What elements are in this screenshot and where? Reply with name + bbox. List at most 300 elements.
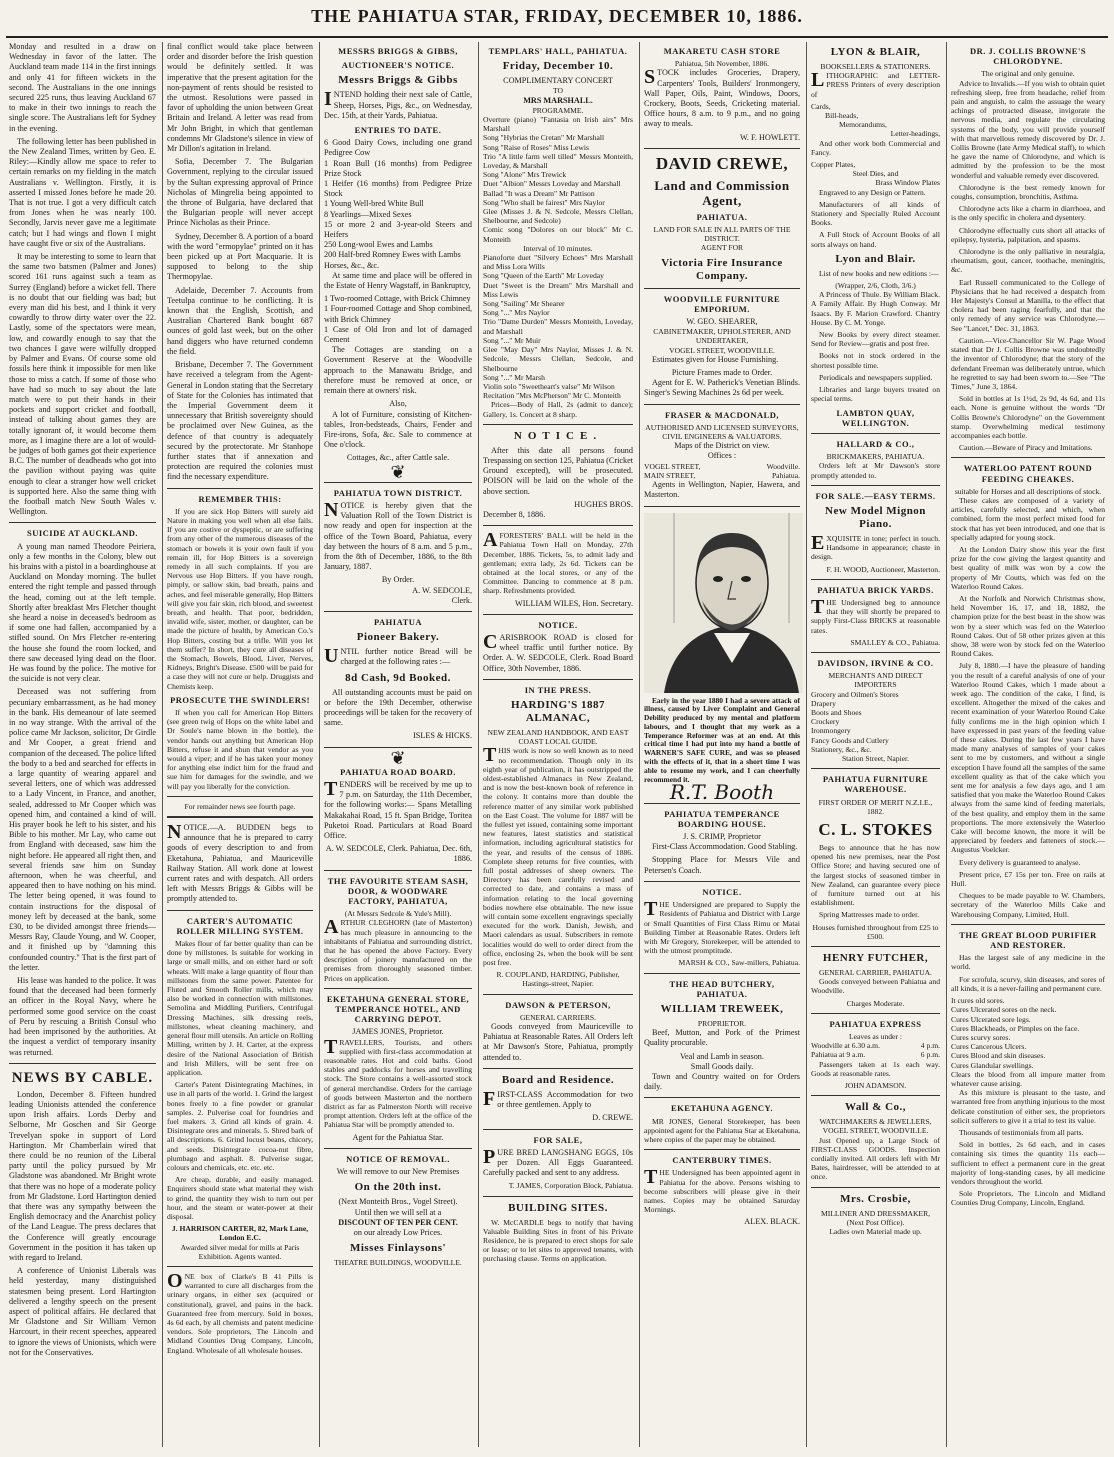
ad-title: LYON & BLAIR, (830, 46, 921, 58)
ad-title: Victoria Fire Insurance Company. (661, 256, 783, 282)
timetable-time: 6 p.m. (920, 1050, 940, 1060)
ad-text: THE Undersigned are prepared to Supply the Residents of Pahiatua and District with Large or Small Quantities of First Class Rimu or Matai Building Timber at Reasonable Rates. Orders left with Mr Gregory, Storekeeper, will be attended to with the utmost promptitude. (644, 898, 800, 956)
ad-heading: PAHIATUA (373, 616, 423, 627)
divider (483, 424, 633, 425)
ad-title: Friday, December 10. (502, 60, 614, 73)
ad-text: Carter's Patent Disintegrating Machines, in use in all parts of the world. 1. Grind the largest bones freely to a fine powder or granular samples. 2. Pulverise coal for foundries and fuel makers. 3. Grind all kinds of grain. 4. Disintegrate ores and minerals. 5. Shred bark of all descriptions. 6. Grind locust beans, chicory, and seeds. Disintegrate cocoa-nut fibre, plumbago and asphalt. 8. Pulverise sugar, colours and chemicals, etc. etc. etc. (167, 1080, 313, 1172)
article-text: final conflict would take place between order and disorder before the Irish question would be definitely settled. It was imperative that the present agitation for the non-payment of rents should be resisted to the utmost. Resolutions were passed in favor of upholding the union between Great Britain and Ireland. A letter was read from Mr John Bright, in which that gentleman condemns Mr Gladstone's silence in view of Mr Dillon's agitation in Ireland. (167, 42, 313, 154)
ad-title: Board and Residence. (501, 1073, 615, 1086)
ad-text: Houses furnished throughout from £25 to £500. (812, 922, 939, 941)
list-item: Cures Blackheads, or Pimples on the face. (951, 1023, 1080, 1033)
ad-text: A Princess of Thule. By William Black. A Family Affair. By Hugh Conway. Mr Isaacs. By F. Marion Crawford. Chantry House. By C. M. Yonge. (811, 290, 940, 327)
ad-text: Also, (389, 399, 407, 409)
ad-text: BRICKMAKERS, PAHIATUA. (826, 452, 925, 462)
office-street: VOGEL STREET, (644, 461, 701, 471)
ad-text: Agent for the Pahiatua Star. (352, 1132, 444, 1142)
ad-signature: A. W. SEDCOLE, (412, 585, 472, 595)
ad-text: MR JONES, General Storekeeper, has been appointed agent for the Pahiatua Star at Eketahuna, where copies of the paper may be obtained. (644, 1116, 800, 1144)
ad-text: UNTIL further notice Bread will be charged at the following rates :— (324, 645, 472, 668)
ad-text: W. GEO. SHEARER, (686, 317, 758, 327)
programme-list (483, 115, 633, 400)
ad-text: The original and only genuine. (981, 69, 1075, 79)
ad-text: Until then we will sell at a (354, 1207, 442, 1217)
ad-text: Offices : (707, 451, 737, 461)
portrait-icon (644, 513, 803, 693)
ad-text: COMPLIMENTARY CONCERT (503, 76, 613, 86)
ad-heading: PAHIATUA BRICK YARDS. (817, 584, 934, 595)
ad-text: Chlorodyne effectually cuts short all attacks of epilepsy, hysteria, palpitation, and spasms. (951, 225, 1105, 244)
list-item: Violin solo "Sweetheart's valse" Mr Wilson (483, 381, 615, 391)
ad-heading: CANTERBURY TIMES. (672, 1155, 772, 1166)
ad-text: Has the largest sale of any medicine in the world. (951, 953, 1105, 972)
office-line (644, 462, 800, 471)
ad-text: At the London Dairy show this year the first prize for the cow giving the largest quantity and best quality of milk was won by a cow the property of Mr Coutts, which was fed on the Waterloo Round Cakes. (951, 544, 1105, 591)
divider (167, 488, 313, 489)
ad-signature: J. HARRISON CARTER, 82, Mark Lane, London E.C. (171, 1224, 309, 1243)
ad-heading: EKETAHUNA AGENCY. (670, 1103, 774, 1114)
column-2 (164, 42, 316, 1447)
list-item: Duet "Sweet is the Dream" Mrs Marshall and Miss Lewis (483, 280, 633, 299)
office-town: Woodville. (766, 461, 800, 471)
ad-heading: THE HEAD BUTCHERY, PAHIATUA. (669, 978, 775, 999)
notice-line: For remainder news see fourth page. (184, 801, 296, 811)
divider (811, 1095, 940, 1096)
list-item: Song "Who shall be fairest" Mrs Naylor (483, 197, 605, 207)
ad-heading: PAHIATUA ROAD BOARD. (340, 766, 456, 777)
ad-signature: D. CREWE. (592, 1113, 633, 1123)
ad-title: New Model Mignon Piano. (825, 504, 926, 530)
ad-text: PURE BRED LANGSHANG EGGS, 10s per Dozen. All Eggs Guaranteed. Carefully packed and sent to any address. (483, 1145, 633, 1178)
divider (483, 679, 633, 680)
ad-text: VOGEL STREET, WOODVILLE. (822, 1126, 929, 1136)
ad-text: Maps of the District on view. (674, 441, 770, 451)
ad-text: A Full Stock of Account Books of all sorts always on hand. (811, 230, 940, 249)
ad-text: CIVIL ENGINEERS & VALUATORS. (662, 432, 782, 442)
ad-heading: NOTICE. (702, 886, 742, 897)
list-item: Interval of 10 minutes. (523, 243, 593, 253)
ad-text: July 8, 1880.—I have the pleasure of handing you the result of a careful analysis of one of your Waterloo Round Cakes, which I made about a week ago. The condition of the cake, I find, is excellent. Altogether the mixed of the cakes and recent examination of your Waterloo Round Cake fully confirms me in the high opinion which I have expressed in past years of the feeding value of these cakes. During the last few years I have made many analyses of samples of your cakes sent to me by customers, and without a single exception I have found all the samples of the same excellent quality as that of the cake which you sent me for analysis a few days ago, and I am satisfied that you make the Waterloo Round Cakes always from the same kind of feeding materials, of the best quality, and employ them in the same proportions. The more extensively the Waterloo Cake will become known, the more it will be appreciated by feeders and fatteners of stock.—Augustus Voelcker. (951, 661, 1105, 855)
ad-text: THE Undersigned beg to announce that they will shortly be prepared to supply First-Class BRICKS at reasonable rates. (811, 595, 940, 635)
ad-text: Ladies own Material made up. (829, 1227, 922, 1237)
list-item: Song "..." Mr Muir (483, 335, 541, 345)
ad-title: HARDING'S 1887 ALMANAC, (510, 698, 606, 724)
ad-text: At the Norfolk and Norwich Christmas show, held November 16, 17, and 18, 1882, the champion prize for the best beast in the show was won by a steer which was fed on the Waterloo Round Cakes. Out of 58 other prizes given at this show, 38 were won by stock fed on the Waterloo Round Cakes. (951, 593, 1105, 659)
ad-title: Misses Finlaysons' (349, 1242, 447, 1255)
list-item: Overture (piano) "Fantasia on Irish airs" Mrs Marshall (483, 115, 633, 134)
ad-signature: ALEX. BLACK. (744, 1217, 800, 1227)
list-item: Comic song "Dolores on our block" Mr C. Monteith (483, 225, 633, 244)
ad-text: Are cheap, durable, and easily managed. Enquirers should state what material they wish to grind, the quantity they wish to turn out per hour, and the steam or water-power at their disposal. (167, 1175, 313, 1221)
ad-text: Prices—Body of Hall, 2s (admit to dance); Gallery, 1s. Concert at 8 sharp. (483, 400, 633, 419)
office-line (644, 471, 800, 480)
list-item: Grocery and Oilmen's Stores (811, 689, 899, 699)
divider (644, 973, 800, 974)
ad-text: Orders left at Mr Dawson's store promptly attended to. (811, 461, 940, 480)
ad-heading: MAKARETU CASH STORE (663, 46, 781, 56)
list-item: Letter-headings, (890, 129, 940, 139)
list-item: Bill-heads, (825, 111, 859, 121)
ad-text: Every delivery is guaranteed to analyse. (959, 857, 1081, 867)
divider (167, 816, 313, 818)
ad-text: (Next Monteith Bros., Vogel Street). (338, 1197, 458, 1207)
column-1 (6, 42, 159, 1447)
ad-text: Station Street, Napier. (841, 753, 910, 763)
divider (324, 870, 472, 871)
article-text: Sydney, December 8. A portion of a board with the word "ermopylae" printed on it has been picked up at Port Macquarie. It is supposed to belong to the ship Thermopylae. (167, 231, 313, 282)
ad-text: FIRST-CLASS Accommodation for two or three gentlemen. Apply to (483, 1087, 633, 1110)
ad-text: W. McCARDLE begs to notify that having Valuable Building Sites in front of his Private Residence, he is prepared to erect shops for sale or lease; or to let sites to approved tenants, with purchasing clause. Terms on application. (483, 1217, 633, 1264)
ad-heading: CARTER'S AUTOMATIC ROLLER MILLING SYSTEM. (176, 915, 304, 936)
column-3 (321, 42, 475, 1447)
column-rule (639, 42, 640, 1447)
divider (644, 1097, 800, 1098)
divider (324, 988, 472, 989)
list-item: Cures Glandular swellings. (951, 1060, 1034, 1070)
ad-text: These cakes are composed of a variety of articles, carefully selected, and which, when combined, form the most perfect mixed food for stock that has yet been introduced, and one that is specially adapted for young stock. (951, 495, 1105, 542)
ad-text: GENERAL CARRIERS. (519, 1012, 597, 1022)
divider (811, 433, 940, 434)
ad-text: Sold in bottles at 1s 1½d, 2s 9d, 4s 6d, and 11s each. None is genuine without the words "Dr Collis Browne's Chlorodyne" on the Government stamp. Overwhelming medical testimony accompanies each bottle. (951, 394, 1105, 440)
list-item: Song "Queen of the Earth" Mr Loveday (483, 271, 604, 281)
list-item: 1 Four-roomed Cottage and Shop combined, with Brick Chimney (324, 304, 472, 324)
divider (483, 1068, 633, 1069)
list-item: Fancy Goods and Cutlery (811, 735, 889, 745)
ad-title: Lyon and Blair. (835, 252, 916, 265)
ad-text: Periodicals and newspapers supplied. (819, 372, 933, 382)
ad-text: First-Class Accommodation. Good Stabling. (652, 842, 798, 852)
ad-heading: PAHIATUA TEMPERANCE BOARDING HOUSE. (664, 808, 780, 829)
column-rule (806, 42, 807, 1447)
ad-text: Present price, £7 15s per ton. Free on rails at Hull. (951, 869, 1105, 889)
ad-text: Caution.—Beware of Piracy and Imitations. (959, 443, 1093, 453)
ad-text: NEW ZEALAND HANDBOOK, AND EAST COAST LOCAL GUIDE. (487, 727, 629, 747)
ad-text: TO (553, 86, 563, 96)
divider (644, 288, 800, 289)
ad-text: WATCHMAKERS & JEWELLERS, (819, 1117, 932, 1127)
ad-title: BUILDING SITES. (508, 1201, 608, 1214)
ad-title: DAVID CREWE, (655, 153, 789, 173)
ad-text: Awarded silver medal for mills at Paris Exhibition. Agents wanted. (180, 1242, 300, 1261)
ad-heading: DR. J. COLLIS BROWNE'S CHLORODYNE. (969, 46, 1087, 67)
ad-text: Goods conveyed between Pahiatua and Woodville. (811, 977, 940, 996)
divider (951, 457, 1105, 458)
ad-title: WILLIAM TREWEEK, (660, 1002, 784, 1015)
portrait-engraving (644, 513, 803, 693)
list-item: Clears the blood from all impure matter from whatever cause arising. (951, 1069, 1105, 1088)
ad-signature: MARSH & CO., Saw-millers, Pahiatua. (678, 958, 800, 968)
ad-text: LITHOGRAPHIC and LETTER-PRESS Printers of every description of (811, 69, 940, 99)
ad-text: Engraved to any Design or Pattern. (819, 187, 926, 197)
crest-icon: ❦ (390, 747, 406, 768)
ad-text: All outstanding accounts must be paid on or before the 19th December, otherwise proceedings will be taken for the recovery of same. (324, 687, 472, 728)
column-5 (641, 42, 803, 1447)
ad-text: Begs to announce that he has now opened his new premises, near the Post Office Store; and having secured one of the largest stocks of seasoned timber in New Zealand, can guarantee every piece of furniture turned out at his establishment. (811, 843, 940, 908)
ad-text: Passengers taken at 1s each way. Goods at reasonable rates. (811, 1059, 940, 1078)
ad-text: Chlorodyne is the only palliative in neuralgia, rheumatism, gout, cancer, toothache, meningitis, &c. (951, 247, 1105, 275)
ad-text: For scrofula, scurvy, skin diseases, and sores of all kinds, it is a never-failing and permanent cure. (951, 974, 1105, 993)
ad-text: STOCK includes Groceries, Drapery, Carpenters' Tools, Builders' Ironmongery, Wall Paper, Oils, Paint, Windows, Doors, Crockery, Boots, Seeds, Cricketing material. Office hours, 8 a.m. to 9 p.m., and no going away to meals. (644, 66, 800, 129)
timetable-depart: Pahiatua at 9 a.m. (811, 1050, 866, 1060)
column-7 (948, 42, 1108, 1447)
divider (811, 652, 940, 653)
divider (9, 1063, 156, 1064)
ad-title: C. L. STOKES (818, 820, 933, 839)
ad-text: VOGEL STREET, WOODVILLE. (669, 345, 775, 355)
divider (811, 946, 940, 947)
ad-text: Town and Country waited on for Orders daily. (644, 1071, 800, 1092)
article-text: Monday and resulted in a draw on Wednesday in favor of the latter. The Auckland team made 114 in the first innings and only 41 for fifteen wickets in the second. The Australians in the one innings secured 225 runs, thus leaving Auckland 67 to make in their two innings to reach the single score. The Australians left for Sydney in the evening. (9, 42, 156, 133)
list-item: 1 Heifer (16 months) from Pedigree Prize Stock (324, 179, 472, 199)
ad-title: 8d Cash, 9d Booked. (345, 671, 451, 684)
ad-title: Messrs Briggs & Gibbs (338, 74, 458, 87)
ad-text: Manufacturers of all kinds of Stationery and Specially Ruled Account Books. (811, 199, 940, 228)
list-item: Song "..." Mrs Naylor (483, 308, 550, 318)
ad-text: suitable for Horses and all descriptions of stock. (954, 486, 1102, 496)
divider (324, 482, 472, 483)
ad-text: (At Messrs Sedcole & Yule's Mill). (344, 909, 452, 919)
ad-heading: NOTICE. (538, 619, 578, 630)
ad-text: Picture Frames made to Order. (671, 368, 773, 378)
list-item: 15 or more 2 and 3-year-old Steers and Heifers (324, 219, 472, 240)
ad-text: Libraries and large buyers treated on special terms. (811, 385, 940, 404)
divider (167, 796, 313, 797)
column-4 (480, 42, 636, 1447)
divider (644, 506, 800, 507)
timetable-row (811, 1041, 940, 1050)
divider (324, 611, 472, 612)
ad-text: As this mixture is pleasant to the taste, and warranted free from anything injurious to the most delicate constitution of either sex, the proprietors solicit sufferers to give it a trial to test its value. (951, 1088, 1105, 1125)
newspaper-title: THE PAHIATUA STAR, FRIDAY, DECEMBER 10, 1886. (311, 6, 803, 26)
timetable-time: 4 p.m. (920, 1041, 940, 1051)
column-6 (808, 42, 943, 1447)
divider (644, 404, 800, 405)
ad-text: THIS work is now so well known as to need no recommendation. Though only in its eighth year of publication, it has outstripped the oldest-established Almanacs in New Zealand, and is now the best-known book of reference in the colony. It contains more than double the reference matter of any similar work published on the East Coast. The volume for 1887 will be the fullest yet issued, containing some important new features, latest statistics and statistical information, including agricultural statistics for the year, and results of the census of 1886. Complete sheep returns for five counties, with full postal addresses of sheep owners. The Directory has been carefully revised and corrected to date, and contains a mass of information relating to the local governing bodies nowhere else obtainable. The new issue will contain some excellent engravings specially executed for the work. Danish, Jewish, and Maori calendars as usual. Subscribers in remote localities would do well to order direct from the office, enclosing 2s, when the book will be sent post free. (483, 744, 633, 968)
list-item: Ballad "It was a Dream" Mr Pattison (483, 188, 595, 198)
timetable-depart: Woodville at 6.30 a.m. (811, 1041, 880, 1051)
ad-text: MILLINER AND DRESSMAKER, (820, 1208, 931, 1218)
ad-text: Leaves as under : (849, 1032, 902, 1042)
ad-text: MERCHANTS AND DIRECT IMPORTERS (828, 671, 923, 690)
divider (324, 1148, 472, 1149)
ad-text: December 8, 1886. (483, 509, 546, 519)
list-item: Duet "Albion" Messrs Loveday and Marshall (483, 179, 621, 189)
article-text: London, December 8. Fifteen hundred leading Unionists attended the conference upon Irish affairs. Lords Derby and Selborne, Mr Goschen and Sir George Trevelyan spoke in support of Lord Hartington. Mr Chamberlain wired that there could be no reunion of the Liberal party until the policy pursued by Mr Gladstone was abandoned. Mr Bright wrote that there was no hope of a moderate policy from Mr Gladstone. Lord Hartington denied that there was any sympathy between the English democracy and the Anarchist policy of the Land League. The press declares that the Conference will greatly encourage Government in the position it has taken up with regard to Ireland. (9, 1089, 156, 1262)
divider (9, 522, 156, 523)
ad-title: NOTICE. (513, 429, 603, 442)
ad-heading: PROSECUTE THE SWINDLERS! (170, 694, 310, 705)
ad-text: NOTICE is hereby given that the Valuation Roll of the Town District is now ready and open for inspection at the office of the Town Board, Pahiatua, every day between the hours of 8 a.m. and 5 p.m., from the 8th of December, 1886, to the 8th January, 1887. (324, 498, 472, 572)
ad-signature: T. JAMES, Corporation Block, Pahiatua. (508, 1181, 633, 1191)
ad-heading: IN THE PRESS. (524, 684, 592, 695)
list-item: Boots and Shoes (811, 707, 862, 717)
divider (811, 485, 940, 486)
list-item: 1 Young Well-bred White Bull (324, 199, 424, 209)
list-item: Cures Blood and skin diseases. (951, 1051, 1046, 1061)
ad-heading: PAHIATUA. (696, 211, 748, 222)
ad-text: PROGRAMME. (532, 105, 584, 115)
list-item: Brass Window Plates (875, 178, 940, 188)
ad-text: Veal and Lamb in season. (680, 1051, 764, 1061)
article-text: It may be interesting to some to learn that the same two batsmen (Palmer and Jones) scored 161 runs against such a team as Surrey (England) before a wicket fell. There is no doubt that our fielding was bad; but every man did his best, and I think it very cowardly to throw dirty water over the 22. Lastly, some of the spectators were mean, low, and cowardly enough to say that the two chances I gave were wilfully dropped by Palmer and Evans. Of course some old fossils here think it impossible for men like those to miss a catch. If some of those who have had so much to say about the late match were to put their hands in their pockets and support cricket and football, instead of talking about games they are totally ignorant of, it would become them more, as I imagine there are a lot of would-be judges of both games got their experience B.C. The number of deadheads who got into the pavilion without paying was quite enough to clear a stranger how well cricket is supported here. Also the same thing with the football match New South Wales v. Wellington. (9, 252, 156, 517)
divider (644, 1149, 800, 1150)
ad-heading: FOR SALE, (533, 1134, 583, 1145)
ad-heading: PAHIATUA FURNITURE WAREHOUSE. (822, 774, 929, 795)
ad-text: Spring Mattresses made to order. (819, 910, 920, 920)
ad-text: A lot of Furniture, consisting of Kitchen-tables, Iron-bedsteads, Chairs, Fender and Fire-irons, Sofa, &c. Sale to commence at One o'clock. (324, 409, 472, 450)
masthead (0, 0, 1114, 40)
list-item: Stationery, &c., &c. (811, 744, 872, 754)
ad-text: THEATRE BUILDINGS, WOODVILLE. (334, 1258, 462, 1268)
ad-signature: W. F. HOWLETT. (739, 132, 800, 142)
crest-icon: ❦ (390, 461, 406, 482)
divider (483, 614, 633, 615)
divider (951, 924, 1105, 925)
testimonial-caption: Early in the year 1880 I had a severe attack of illness, caused by Liver Complaint and General Debility produced by my mental and platform labours, and I thought that my work as a Temperance Reformer was at an end. At this critical time I had put into my hand a bottle of WARNER'S SAFE CURE, and was so pleased with the effects of it, that in a short time I was able to resume my work, and I can cheerfully recommend it. (644, 695, 800, 784)
ad-text: EXQUISITE in tone; perfect in touch. Handsome in appearance; chaste in design. (811, 531, 940, 562)
ad-text: (Next Post Office). (846, 1217, 905, 1227)
signature: R.T. Booth (669, 780, 775, 805)
office-street: MAIN STREET, (644, 470, 696, 480)
ad-text: At same time and place will be offered in the Estate of Henry Wagstaff, in Bankruptcy, (324, 270, 472, 291)
ad-signature: JOHN ADAMSON. (844, 1081, 907, 1091)
ad-text: TRAVELLERS, Tourists, and others supplied with first-class accommodation at reasonable rates. Hot and cold baths. Good stables and paddocks for horses and travelling stock. The Store contains a well-assorted stock of general merchandise. Orders for the carriage of goods between Masterton and the northern district as far as Palmerston North will receive prompt attention. Orders left at the office of the Pahiatua Star will be promptly attended to. (324, 1035, 472, 1130)
list-item: Horses, &c., &c. (324, 260, 380, 270)
ad-text: New Books by every direct steamer. Send for Review—gratis and post free. (811, 330, 940, 349)
ad-text: GENERAL CARRIER, PAHIATUA. (819, 968, 932, 978)
ad-heading: AUCTIONEER'S NOTICE. (341, 60, 455, 71)
list-item: Memorandums, (839, 120, 887, 130)
article-text: Brisbane, December 7. The Government have received a telegram from the Agent-General in London stating that the Secretary of State for the Colonies has intimated that the Imperial Government deem it unnecessary that British sovereignty should be proclaimed over New Guinea, as the defence of that country is adequately secured by the protectorate. Mr Stanhope further states that if annexation and protection are required the colonies must find the necessary expenditure. (167, 360, 313, 482)
divider (811, 1187, 940, 1188)
article-heading: SUICIDE AT AUCKLAND. (27, 528, 138, 539)
list-item: Pianoforte duet "Silvery Echoes" Mrs Marshall and Miss Lora Wills (483, 253, 633, 272)
divider (811, 579, 940, 580)
ad-title: On the 20th inst. (354, 1181, 442, 1194)
ad-heading: REMEMBER THIS: (198, 493, 282, 504)
timetable-row (811, 1050, 940, 1059)
article-text: Deceased was not suffering from pecuniary embarrassment, as he had money in the bank. His demeanour of late seemed in no way strange. With the arrival of the police came Mr Jackson, solicitor, Dr Girdle and Mr Cooper, a great friend and companion of the deceased. The police lifted the body to a bed and searched for effects in a large quantity of wearing apparel and several letters, one of which was addressed to a Lady Vincent, in France, and another, sealed, addressed to Mr Cooper which was opened him, and contained a kind of will. His prayer book he left to his sister, and his Bible to his mother. Mr Lay, who came out from England with deceased, saw him the night before. He appeared all right then, and several friends saw him on Sunday afternoon, when he was cheerful, and appeared then to have nothing on his mind. The letter being opened, it was found to contain instructions for the disposal of money left by deceased at the bank, some £30, to be divided amongst three friends—Messrs Ray, Claude Young, and W. Cooper, and it finished up by "damning this confounded country." That is the first part of the letter. (9, 687, 156, 972)
ad-text: JAMES JONES, Proprietor. (352, 1027, 444, 1037)
ad-signature: ISLES & HICKS. (413, 731, 472, 741)
ad-text: TENDERS will be received by me up to 7 p.m. on Saturday, the 11th December, for the following works:— Spans Metalling Makakahai Road, 15 ft. Span Bridge, Toritea Puketoi Road. Particulars at Road Board Office. (324, 777, 472, 840)
ad-text: And other work both Commercial and Fancy. (811, 138, 940, 157)
column-rule (946, 42, 947, 1447)
column-rule (319, 42, 320, 1447)
ad-title: Mrs. Crosbie, (840, 1192, 911, 1205)
ad-signature: F. H. WOOD, Auctioneer, Masterton. (826, 564, 940, 574)
list-item: Steel Dies, and (852, 169, 899, 179)
article-text: A conference of Unionist Liberals was held yesterday, many distinguished statesmen being present. Lord Hartington delivered a lengthy speech on the present aspect of political affairs. He declared that Mr Gladstone and Sir William Vernon Harcourt, in their recent speeches, appeared to ignore the views of Unionists, which were not for the Conservatives. (9, 1266, 156, 1357)
ad-heading: FOR SALE.—EASY TERMS. (815, 490, 936, 501)
ad-text: Cottages, &c., after Cattle sale. (346, 453, 450, 463)
ad-text: After this date all persons found Trespassing on section 125, Pahiatua (Cricket Ground excepted), will be prosecuted. POISON will be laid on the whole of the above section. (483, 445, 633, 496)
list-item: Cures Ulcerated sore legs. (951, 1014, 1031, 1024)
list-item: Cures Cancerous Ulcers. (951, 1042, 1027, 1052)
ad-text: Pahiatua, 5th November, 1886. (674, 59, 770, 69)
list-item: Cures scurvy sores. (951, 1032, 1011, 1042)
ad-text: Just Opened up, a Large Stock of FIRST-CLASS GOODS. Inspection cordially invited. All orders left with Mr Bates, hairdresser, will be attended to at once. (811, 1135, 940, 1182)
ad-heading: PAHIATUA TOWN DISTRICT. (333, 487, 463, 498)
masthead-rule (6, 36, 1108, 38)
divider (483, 1129, 633, 1130)
ad-signature: A. W. SEDCOLE, Clerk. Pahiatua, Dec. 6th, 1886. (325, 844, 472, 864)
list-item: Cards, (811, 101, 831, 111)
list-item: Trio "Dame Durden" Messrs Monteith, Loveday, and Marshall (483, 317, 633, 336)
ad-text: AUTHORISED AND LICENSED SURVEYORS, (645, 422, 799, 432)
ad-text: By Order. (381, 575, 415, 585)
ad-heading: WOODVILLE FURNITURE EMPORIUM. (663, 293, 781, 314)
section-heading: NEWS BY CABLE. (11, 1069, 154, 1086)
ad-signature: WILLIAM WILES, Hon. Secretary. (515, 598, 633, 608)
list-item: Song "Sailing" Mr Shearer (483, 299, 565, 309)
ad-text: Books not in stock ordered in the shortest possible time. (811, 351, 940, 370)
list-item: 250 Long-wool Ewes and Lambs (324, 240, 433, 250)
ad-text: Small Goods daily. (690, 1061, 754, 1071)
ad-signature: R. COUPLAND, HARDING, Publisher, Hastings-street, Napier. (496, 970, 620, 989)
list-item: Cures Ulcerated sores on the neck. (951, 1005, 1057, 1015)
ad-title: Land and Commission Agent, (654, 177, 790, 208)
ad-text: Beef, Mutton, and Pork of the Primest Quality procurable. (644, 1028, 800, 1048)
ad-text: Chlorodyne acts like a charm in diarrhoea, and is the only specific in cholera and dysentery. (951, 204, 1105, 223)
list-item: 1 Roan Bull (16 months) from Pedigree Prize Stock (324, 158, 472, 178)
article-text: His lease was handed to the police. It was found that the deceased had been formerly an officer in the Royal Navy, where he performed some good service on the coast of Peru by rescuing a British Consul who had been imprisoned by the authorities. At the inquest a verdict of temporary insanity was returned. (9, 976, 156, 1057)
list-item: It cures old sores. (951, 996, 1005, 1006)
ad-text: THE Undersigned has been appointed agent in Pahiatua for the above. Persons wishing to become subscribers will please give in their names. Copies may be obtained Saturday Mornings. (644, 1166, 800, 1215)
article-text: Adelaide, December 7. Accounts from Teetulpa continue to be conflicting. It is known that the English, Scottish, and Australian Chartered Bank bought 687 ounces of gold last week, but on the other hand diggers who have returned condemn the field. (167, 285, 313, 356)
list-item: Song "Raise of Roses" Miss Lewis (483, 142, 589, 152)
list-item: Crockery (811, 717, 840, 727)
list-item: Trio "A little farm well tilled" Messrs Monteith, Loveday, & Marshall (483, 151, 633, 171)
divider (644, 881, 800, 882)
article-text: Sofia, December 7. The Bulgarian Government, replying to the circular issued by the Sultan expressing approval of Prince Nicholas of Mingrelia being appointed to the throne of Bulgaria, have declared that the Bulgarian people will never accept Prince Nicholas as their Prince. (167, 157, 313, 228)
ad-text: Estimates given for House Furnishing. (652, 354, 779, 364)
divider (644, 148, 800, 149)
office-town: Pahiatua. (771, 470, 800, 480)
divider (811, 768, 940, 769)
ad-heading: EKETAHUNA GENERAL STORE, TEMPERANCE HOTEL, AND CARRYING DEPOT. (326, 993, 470, 1025)
ad-title: HENRY FUTCHER, (822, 952, 929, 965)
ad-heading: THE GREAT BLOOD PURIFIER AND RESTORER. (959, 929, 1097, 951)
ad-text: Makes flour of far better quality than can be done by millstones. Is suitable for working in large or small mills, and on either hard or soft wheats. Will make a large quantity of flour than millstones from the same power. Patentee for Fluted and Smooth Roller mills, which may also be worked in connection with millstones. Semolina and Middling Purifiers, Centrifugal Dressing Machines, silk dressing reels, millstones, wheat cleaning machinery, and general flour mill utensils. An article on Rolling Milling, written by J. H. Carter, at the express desire of the National Association of British and Irish Millers, will be sent free on application. (167, 939, 313, 1077)
list-item: Glee (Misses J. & N. Sedcole, Messrs Clellan, Shelbourne, and Sedcole) (483, 207, 633, 226)
divider (483, 525, 633, 526)
ad-text: Chlorodyne is the best remedy known for coughs, consumption, bronchitis, Asthma. (951, 182, 1105, 202)
list-item: Song "Hybrias the Cretan" Mr Marshall (483, 133, 605, 143)
list-item: Ironmongery (811, 726, 851, 736)
ad-text: BOOKSELLERS & STATIONERS. (820, 62, 931, 71)
list-item: 1 Case of Old Iron and lot of damaged Cement (324, 324, 472, 345)
ad-heading: HALLARD & CO., (836, 438, 915, 449)
list-item: Recitation "Mrs McPherson" Mr C. Monteith (483, 391, 621, 401)
ad-text: CARISBROOK ROAD is closed for wheel traffic until further notice. By Order. A. W. SEDCOLE, Clerk. Road Board Office, 30th November, 1886. (483, 630, 633, 673)
list-item: 8 Yearlings—Mixed Sexes (324, 209, 412, 219)
ad-text: on our already Low Prices. (353, 1227, 443, 1237)
ad-text: MRS MARSHALL. (523, 95, 593, 105)
divider (483, 994, 633, 995)
list-item: Song "..." Mr Marsh (483, 372, 545, 382)
ad-text: Advice to Invalids.—If you wish to obtain quiet refreshing sleep, free from headache, relief from pain and anguish, to calm the assuage the weary achings of protracted disease, invigorate the nervous media, and regulate the circulating systems of the body, you will provide yourself with that marvellous remedy discovered by Dr. J. Collis Browne (late Army Medical staff), to which he gave the name of Chlorodyne, and which is admitted by the profession to be the most wonderful and valuable remedy ever discovered. (951, 78, 1105, 180)
ad-text: PROPRIETOR. (697, 1018, 747, 1028)
ad-text: Goods conveyed from Mauriceville to Pahiatua at Reasonable Rates. All Orders left at Mr Dawson's Store, Pahiatua, promptly attended to. (483, 1022, 633, 1062)
ad-text: Agents in Wellington, Napier, Hawera, and Masterton. (644, 480, 800, 500)
article-text: A young man named Theodore Peiriera, only a few months in the Colony, blew out his brains with a pistol in a boardinghouse at Auckland on Monday morning. The bullet entered the right temple and passed through the head, coming out at the left temple. Shortly after breakfast Mrs Fletcher thought she heard a noise in deceased's bedroom as if some one had fallen, accompanied by a stifled sound. On Mrs Fletcher re-entering the house she found the room locked, and there saw deceased lying dead on the floor. He was found by the police. The motive for the suicide is not very clear. (9, 541, 156, 684)
ad-heading: NOTICE OF REMOVAL. (346, 1153, 450, 1164)
ad-signature: HUGHES BROS. (574, 499, 633, 509)
list-item: 200 Half-bred Romney Ewes with Lambs (324, 250, 461, 260)
ad-text: Stopping Place for Messrs Vile and Petersen's Coach. (644, 855, 800, 875)
ad-text: We will remove to our New Premises (336, 1167, 460, 1177)
ad-text: List of new books and new editions :— (819, 268, 939, 278)
